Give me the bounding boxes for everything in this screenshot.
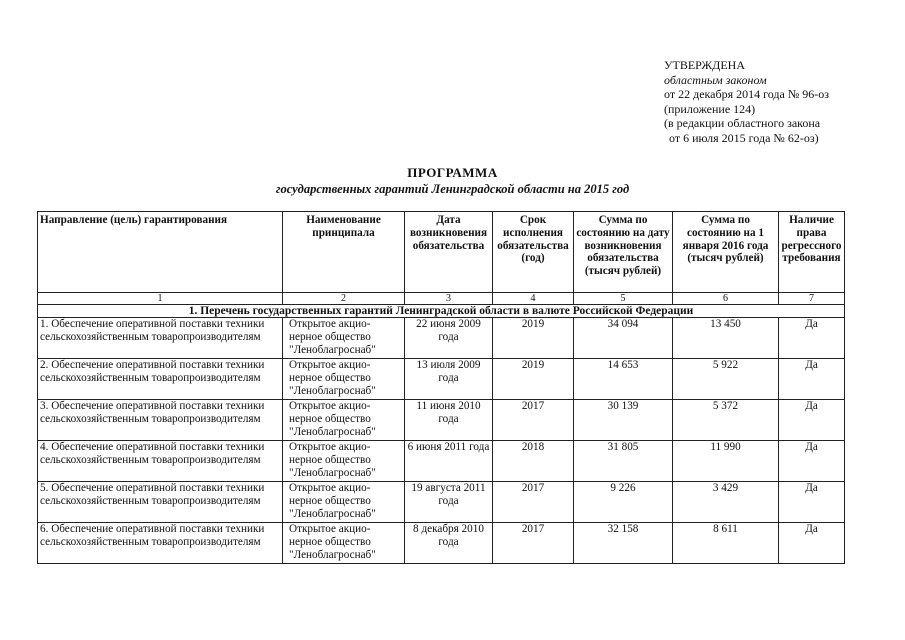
cell-regress: Да	[779, 482, 845, 523]
cell-principal: Открытое акцио-нерное общество "Леноблагроснаб"	[283, 400, 405, 441]
approval-law-date: от 22 декабря 2014 года № 96-оз	[664, 87, 830, 102]
cell-principal: Открытое акцио-нерное общество "Леноблагроснаб"	[283, 318, 405, 359]
cell-direction: 6. Обеспечение оперативной поставки техники сельскохозяйственным товаропроизводителям	[38, 523, 283, 564]
cell-direction: 5. Обеспечение оперативной поставки техники сельскохозяйственным товаропроизводителям	[38, 482, 283, 523]
cell-term: 2018	[493, 441, 574, 482]
cell-principal: Открытое акцио-нерное общество "Леноблагроснаб"	[283, 523, 405, 564]
cell-direction: 4. Обеспечение оперативной поставки техники сельскохозяйственным товаропроизводителям	[38, 441, 283, 482]
cell-sum-initial: 30 139	[574, 400, 673, 441]
header-regress: Наличие права регрессного требования	[779, 212, 845, 293]
cell-date: 6 июня 2011 года	[405, 441, 493, 482]
cell-date: 22 июня 2009 года	[405, 318, 493, 359]
cell-direction: 1. Обеспечение оперативной поставки техники сельскохозяйственным товаропроизводителям	[38, 318, 283, 359]
cell-sum-initial: 14 653	[574, 359, 673, 400]
col-number: 5	[574, 293, 673, 305]
cell-principal: Открытое акцио-нерное общество "Леноблагроснаб"	[283, 441, 405, 482]
table-row	[38, 400, 845, 441]
cell-sum-2016: 8 611	[673, 523, 779, 564]
cell-date: 19 августа 2011 года	[405, 482, 493, 523]
table-row	[38, 318, 845, 359]
cell-direction: 2. Обеспечение оперативной поставки техники сельскохозяйственным товаропроизводителям	[38, 359, 283, 400]
header-date: Дата возникновения обязательства	[405, 212, 493, 293]
cell-date: 13 июля 2009 года	[405, 359, 493, 400]
cell-regress: Да	[779, 318, 845, 359]
col-number: 1	[38, 293, 283, 305]
cell-sum-initial: 32 158	[574, 523, 673, 564]
cell-term: 2017	[493, 523, 574, 564]
section-title: 1. Перечень государственных гарантий Ленинградской области в валюте Российской Федерации	[38, 305, 845, 318]
cell-sum-2016: 13 450	[673, 318, 779, 359]
col-number: 3	[405, 293, 493, 305]
cell-term: 2019	[493, 359, 574, 400]
cell-regress: Да	[779, 441, 845, 482]
cell-date: 11 июня 2010 года	[405, 400, 493, 441]
table-row	[38, 482, 845, 523]
cell-sum-initial: 9 226	[574, 482, 673, 523]
cell-sum-2016: 3 429	[673, 482, 779, 523]
cell-term: 2017	[493, 482, 574, 523]
header-term: Срок исполнения обязательства (год)	[493, 212, 574, 293]
table-row	[38, 441, 845, 482]
cell-sum-2016: 5 922	[673, 359, 779, 400]
col-number: 7	[779, 293, 845, 305]
cell-sum-2016: 11 990	[673, 441, 779, 482]
cell-regress: Да	[779, 359, 845, 400]
column-number-row	[38, 293, 845, 305]
cell-principal: Открытое акцио-нерное общество "Леноблагроснаб"	[283, 359, 405, 400]
cell-principal: Открытое акцио-нерное общество "Леноблагроснаб"	[283, 482, 405, 523]
approval-heading: УТВЕРЖДЕНА	[664, 58, 746, 72]
cell-regress: Да	[779, 523, 845, 564]
program-title-block	[0, 165, 905, 197]
approval-block	[664, 58, 829, 146]
guarantees-table	[37, 211, 845, 564]
header-row	[38, 212, 845, 293]
section-row	[38, 305, 845, 318]
header-sum-2016: Сумма по состоянию на 1 января 2016 года (тысяч рублей)	[673, 212, 779, 293]
approval-edition: (в редакции областного закона	[664, 116, 821, 131]
program-title: ПРОГРАММА	[407, 165, 498, 180]
table-row	[38, 359, 845, 400]
cell-sum-initial: 31 805	[574, 441, 673, 482]
header-sum-initial: Сумма по состоянию на дату возникновения обязательства (тысяч рублей)	[574, 212, 673, 293]
cell-term: 2019	[493, 318, 574, 359]
table-row	[38, 523, 845, 564]
cell-sum-initial: 34 094	[574, 318, 673, 359]
cell-term: 2017	[493, 400, 574, 441]
program-subtitle: государственных гарантий Ленинградской области на 2015 год	[275, 182, 630, 196]
header-direction: Направление (цель) гарантирования	[38, 212, 283, 293]
col-number: 6	[673, 293, 779, 305]
cell-date: 8 декабря 2010 года	[405, 523, 493, 564]
approval-law-type: областным законом	[664, 72, 767, 87]
cell-direction: 3. Обеспечение оперативной поставки техники сельскохозяйственным товаропроизводителям	[38, 400, 283, 441]
col-number: 2	[283, 293, 405, 305]
cell-regress: Да	[779, 400, 845, 441]
approval-edition-date: от 6 июля 2015 года № 62-оз)	[669, 130, 819, 145]
cell-sum-2016: 5 372	[673, 400, 779, 441]
header-principal: Наименование принципала	[283, 212, 405, 293]
approval-appendix: (приложение 124)	[664, 101, 756, 116]
col-number: 4	[493, 293, 574, 305]
